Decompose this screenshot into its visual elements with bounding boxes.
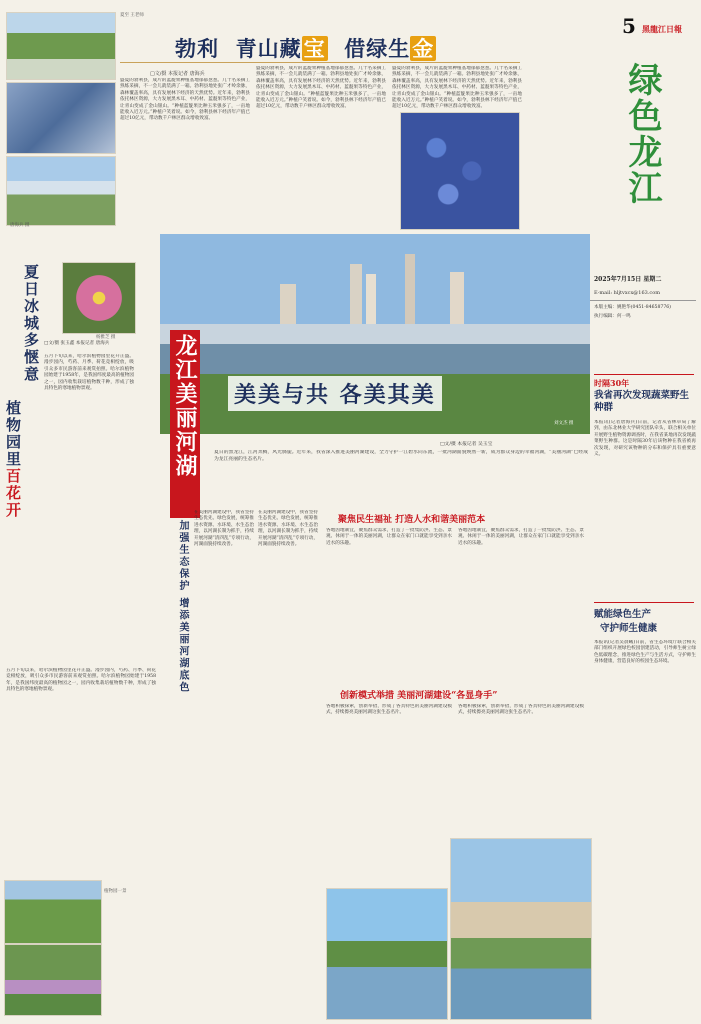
skyline-building bbox=[366, 274, 376, 324]
flower-photo bbox=[62, 262, 136, 334]
top-photo-credit-2: 唐海兵 摄 bbox=[10, 223, 30, 228]
paper-name: 黑龍江日報 bbox=[642, 24, 682, 34]
skyline-building bbox=[405, 254, 415, 324]
blueberry-photo bbox=[400, 112, 520, 230]
page-number: 5 bbox=[622, 14, 636, 38]
main-byline: □文/摄 本报记者 吴玉宝 bbox=[440, 442, 493, 447]
garden-photo-2 bbox=[4, 944, 102, 1016]
main-lead: 夏日的黑龙江，江河奔腾，风光旖旎。近年来，我省深入推进美丽河湖建设，全力守护一江碧水向东流，一批河湖面貌焕然一新，成为群众身边的幸福河湖，“美丽河湖”已经成为龙江亮丽的生态名片。 bbox=[214, 450, 588, 462]
news2-headline-2: 守护师生健康 bbox=[600, 623, 658, 634]
top-left-photo-3 bbox=[6, 156, 116, 226]
top-body-col2: 盛夏的勃利县，成片的蓝靛果种植基地郁郁葱葱。几十名采摘工熟练采摘，不一会儿就装满了一箱。勃利县地处张广才岭余脉，森林覆盖率高，具有发展林下经济的天然优势。近年来，勃利县依托林区资源，大力发展黑木耳、中药材、蓝靛果等特色产业，让青山变成了金山银山。“种植蓝靛果比种玉米强多了，一亩地能收入近万元。”种植户笑着说。如今，勃利县林下经济年产值已超过10亿元，带动数千户林区群众增收致富。 bbox=[256, 66, 386, 110]
top-left-photo bbox=[6, 12, 116, 80]
main-vertical-title: 龙江美丽河湖 bbox=[170, 330, 200, 518]
issue-date: 2025年7月15日 星期二 bbox=[594, 276, 662, 283]
side-body-2: 五月下旬以来，哈尔滨植物园里花开正盛。漫步园内，芍药、月季、荷花竞相绽放，吸引众多市民游客前来观赏拍照。哈尔滨植物园始建于1958年，是我国纬度最高的植物园之一，园内收集栽培植物数千种，形成了独具特色的寒地植物景观。 bbox=[6, 668, 156, 693]
section-title: 绿色龙江 bbox=[622, 62, 662, 206]
masthead-rule bbox=[590, 300, 696, 301]
top-headline: 勃利 青山藏宝 借绿生金 bbox=[175, 36, 435, 61]
top-left-photo-2 bbox=[6, 82, 116, 154]
main-headline: 美美与共 各美其美 bbox=[228, 376, 442, 411]
top-byline: □文/摄 本报记者 唐海兵 bbox=[150, 71, 205, 77]
contact-email: E-mail: hljtvxcx@163.com bbox=[594, 290, 660, 296]
news2-rule bbox=[594, 602, 694, 603]
top-headline-rule bbox=[120, 62, 520, 63]
main-sub2: 创新模式举措 美丽河湖建设“各显身手” bbox=[340, 691, 498, 701]
main-col-c1: 各地积极探索，创新举措，形成了各具特色的美丽河湖建设模式，持续擦亮美丽河湖这张生态名片。 bbox=[326, 704, 452, 716]
side-title-1: 夏日冰城多惬意 bbox=[22, 264, 40, 383]
main-sub1: 聚焦民生福祉 打造人水和谐美丽范本 bbox=[338, 515, 486, 525]
flower-photo-credit: 杨雅芝 摄 bbox=[96, 335, 116, 340]
exec-editor-line: 执行编辑：何一鸣 bbox=[594, 314, 631, 319]
city-river-photo bbox=[450, 838, 592, 1020]
news1-headline-2: 我省再次发现蔬菜野生种群 bbox=[594, 390, 690, 413]
side-byline: □文/摄 张玉鑫 本报记者 唐海兵 bbox=[44, 341, 110, 346]
main-col-b2: 各地因地制宜，聚焦群众需求，打造了一批集防洪、生态、景观、休闲于一体的美丽河湖，让群众在家门口就能享受到亲水近水的乐趣。 bbox=[458, 528, 584, 546]
garden-photo-credit: 植物园一景 bbox=[104, 889, 127, 894]
skyline-building bbox=[450, 272, 464, 324]
river-photo bbox=[326, 888, 448, 1020]
side-title-2: 植物园里百花开 bbox=[4, 400, 22, 519]
news1-headline-1: 时隔30年 bbox=[594, 378, 630, 388]
side-body-1: 五月下旬以来，哈尔滨植物园里花开正盛。漫步园内，芍药、月季、荷花竞相绽放，吸引众多市民游客前来观赏拍照。哈尔滨植物园始建于1958年，是我国纬度最高的植物园之一，园内收集栽培植物数千种，形成了独具特色的寒地植物景观。 bbox=[44, 354, 134, 392]
news2-headline-1: 赋能绿色生产 bbox=[594, 609, 652, 620]
skyline-building bbox=[280, 284, 296, 324]
skyline-building bbox=[350, 264, 362, 324]
top-photo-credit: 夏至 王老师 bbox=[120, 13, 144, 18]
main-col-b1: 各地因地制宜，聚焦群众需求，打造了一批集防洪、生态、景观、休闲于一体的美丽河湖，让群众在家门口就能享受到亲水近水的乐趣。 bbox=[326, 528, 452, 546]
main-col-c2: 各地积极探索，创新举措，形成了各具特色的美丽河湖建设模式，持续擦亮美丽河湖这张生态名片。 bbox=[458, 704, 584, 716]
news1-rule bbox=[594, 374, 694, 375]
main-col-a1: 在美丽河湖建设中，我省坚持生态优先、绿色发展，统筹推进水资源、水环境、水生态治理，以河湖长制为抓手，持续开展河湖“清四乱”专项行动，河湖面貌持续改善。 bbox=[194, 510, 254, 548]
top-body-col3: 盛夏的勃利县，成片的蓝靛果种植基地郁郁葱葱。几十名采摘工熟练采摘，不一会儿就装满了一箱。勃利县地处张广才岭余脉，森林覆盖率高，具有发展林下经济的天然优势。近年来，勃利县依托林区资源，大力发展黑木耳、中药材、蓝靛果等特色产业，让青山变成了金山银山。“种植蓝靛果比种玉米强多了，一亩地能收入近万元。”种植户笑着说。如今，勃利县林下经济年产值已超过10亿元，带动数千户林区群众增收致富。 bbox=[392, 66, 522, 110]
garden-photo-1 bbox=[4, 880, 102, 944]
news1-body: 本报讯(记者唐海兵)日前，记者从省林草局了解到，由东北林业大学研究团队牵头，联合相关单位开展野生植物资源调查时，在我省某地再次发现蔬菜野生种群。这是时隔30年后该物种在我省被再次发现，对研究该物种的分布和保护具有重要意义。 bbox=[594, 420, 696, 458]
main-sub-vertical: 加强生态保护 增添美丽河湖底色 bbox=[177, 520, 188, 694]
news2-body: 本报讯(记者吴晨曦)日前，省生态环境厅联合相关部门组织开展绿色校园创建活动，引导师生树立绿色低碳理念，推进绿色生产与生活方式，守护师生身体健康，营造良好的校园生态环境。 bbox=[594, 640, 696, 665]
editor-line: 本版主编：姚艳华(0451-84658776) bbox=[594, 305, 671, 310]
main-photo-credit: 刘文杰 摄 bbox=[554, 421, 574, 426]
top-body-col1: 盛夏的勃利县，成片的蓝靛果种植基地郁郁葱葱。几十名采摘工熟练采摘，不一会儿就装满了一箱。勃利县地处张广才岭余脉，森林覆盖率高，具有发展林下经济的天然优势。近年来，勃利县依托林区资源，大力发展黑木耳、中药材、蓝靛果等特色产业，让青山变成了金山银山。“种植蓝靛果比种玉米强多了，一亩地能收入近万元。”种植户笑着说。如今，勃利县林下经济年产值已超过10亿元，带动数千户林区群众增收致富。 bbox=[120, 78, 250, 122]
main-col-a2: 在美丽河湖建设中，我省坚持生态优先、绿色发展，统筹推进水资源、水环境、水生态治理，以河湖长制为抓手，持续开展河湖“清四乱”专项行动，河湖面貌持续改善。 bbox=[258, 510, 318, 548]
